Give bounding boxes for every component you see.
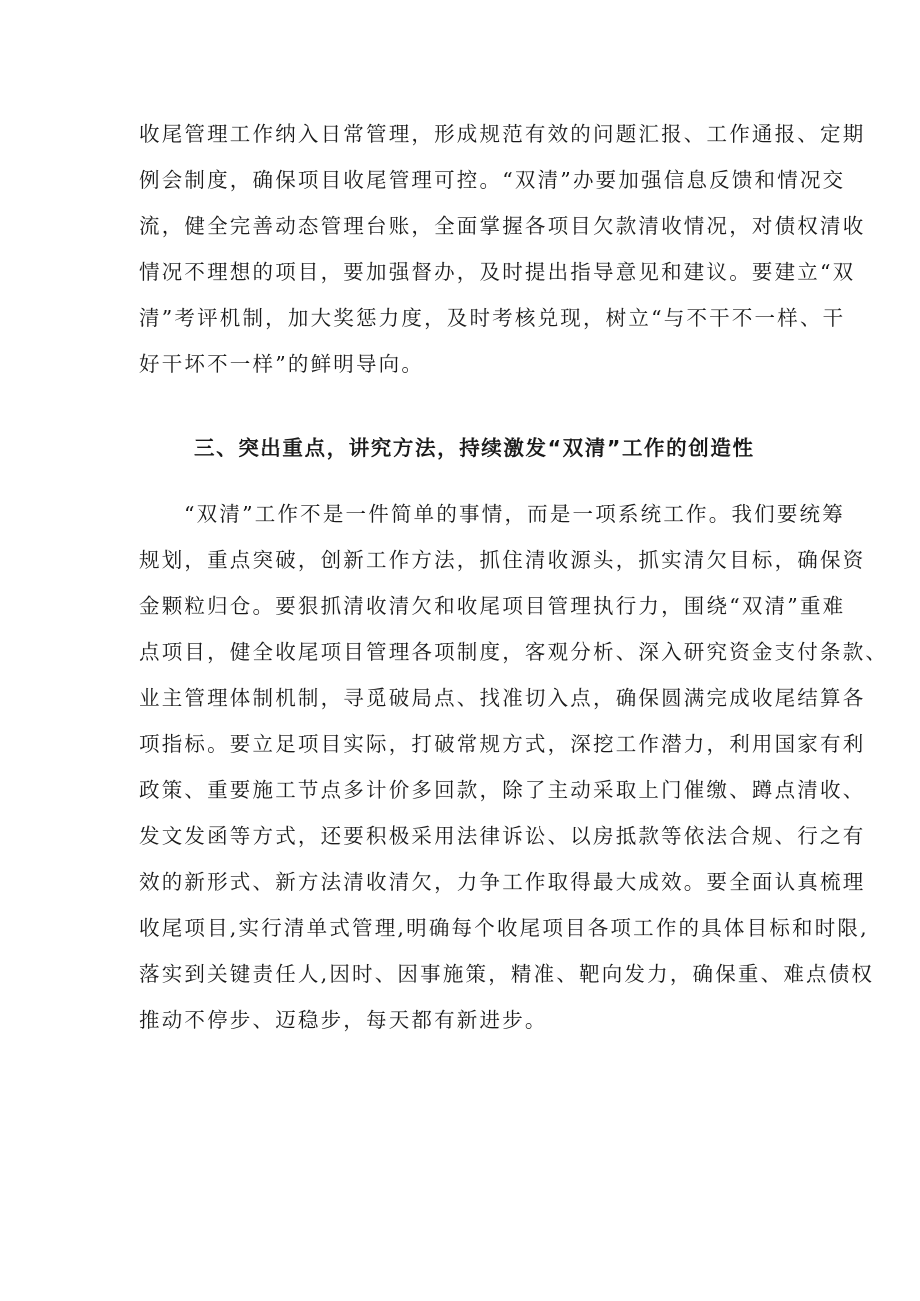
paragraph-2-line: 金颗粒归仓。要狠抓清收清欠和收尾项目管理执行力，围绕“双清”重难 xyxy=(139,594,846,618)
paragraph-2-line: “双清”工作不是一件简单的事情，而是一项系统工作。我们要统筹 xyxy=(184,502,845,526)
paragraph-1-line: 好干坏不一样”的鲜明导向。 xyxy=(139,352,425,376)
paragraph-2-line: 效的新形式、新方法清收清欠，力争工作取得最大成效。要全面认真梳理 xyxy=(139,870,866,894)
paragraph-2-line: 点项目，健全收尾项目管理各项制度，客观分析、深入研究资金支付条款、 xyxy=(139,640,889,664)
paragraph-2-line: 收尾项目,实行清单式管理,明确每个收尾项目各项工作的具体目标和时限, xyxy=(139,916,869,940)
paragraph-2-line: 规划，重点突破，创新工作方法，抓住清收源头，抓实清欠目标，确保资 xyxy=(139,548,866,572)
section-heading: 三、突出重点，讲究方法，持续激发“双清”工作的创造性 xyxy=(194,436,755,460)
paragraph-2-line: 政策、重要施工节点多计价多回款，除了主动采取上门催缴、蹲点清收、 xyxy=(139,778,866,802)
paragraph-2-line: 业主管理体制机制，寻觅破局点、找准切入点，确保圆满完成收尾结算各 xyxy=(139,686,866,710)
paragraph-2-line: 发文发函等方式，还要积极采用法律诉讼、以房抵款等依法合规、行之有 xyxy=(139,824,866,848)
paragraph-2-line: 项指标。要立足项目实际，打破常规方式，深挖工作潜力，利用国家有利 xyxy=(139,732,866,756)
paragraph-2-line: 落实到关键责任人,因时、因事施策，精准、靶向发力，确保重、难点债权 xyxy=(139,962,875,986)
paragraph-1-line: 清”考评机制，加大奖惩力度，及时考核兑现，树立“与不干不一样、干 xyxy=(139,306,846,330)
paragraph-1-line: 流，健全完善动态管理台账，全面掌握各项目欠款清收情况，对债权清收 xyxy=(139,214,866,238)
paragraph-1-line: 例会制度，确保项目收尾管理可控。“双清”办要加强信息反馈和情况交 xyxy=(139,168,846,192)
paragraph-2-line: 推动不停步、迈稳步，每天都有新进步。 xyxy=(139,1008,548,1032)
paragraph-1-line: 情况不理想的项目，要加强督办，及时提出指导意见和建议。要建立“双 xyxy=(139,260,856,284)
paragraph-1-line: 收尾管理工作纳入日常管理，形成规范有效的问题汇报、工作通报、定期 xyxy=(139,122,866,146)
